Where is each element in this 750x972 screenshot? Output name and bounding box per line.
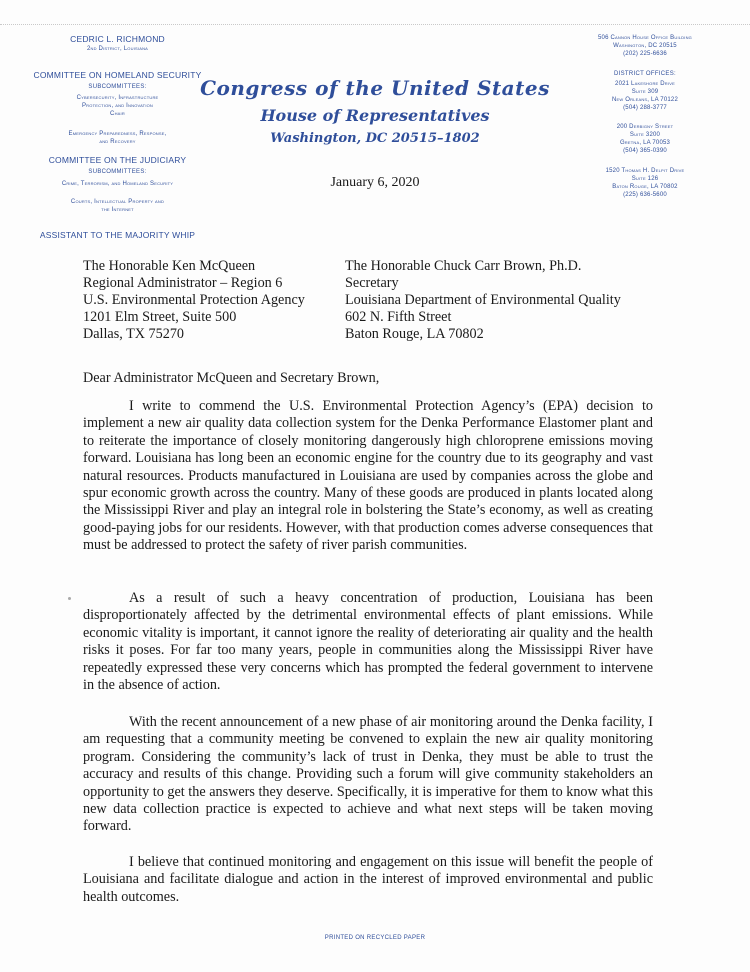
subcommittee-crime: Crime, Terrorism, and Homeland Security <box>61 181 174 187</box>
office2-phone: (504) 365-0390 <box>623 148 667 154</box>
recipient-right-block <box>345 258 621 343</box>
office3-line1: 1520 Thomas H. Delpit Drive <box>605 168 685 174</box>
office3-line3: Baton Rouge, LA 70802 <box>612 184 678 190</box>
recipient-left-line: Regional Administrator – Region 6 <box>83 275 283 291</box>
committee-judiciary: COMMITTEE ON THE JUDICIARY <box>48 155 187 165</box>
letter-date: January 6, 2020 <box>330 175 420 190</box>
committee-homeland-security: COMMITTEE ON HOMELAND SECURITY <box>33 70 202 80</box>
recipient-right-line: The Honorable Chuck Carr Brown, Ph.D. <box>345 258 582 274</box>
subcommittee-emergency-line2: and Recovery <box>99 139 136 145</box>
subcommittee-courts-line1: Courts, Intellectual Property and <box>70 199 165 205</box>
recipient-left-line: 1201 Elm Street, Suite 500 <box>83 309 237 325</box>
salutation: Dear Administrator McQueen and Secretary Brown, <box>83 370 380 386</box>
congress-title: Congress of the United States <box>200 76 550 100</box>
office2-line3: Gretna, LA 70053 <box>619 140 671 146</box>
subcommittee-cyber-line2: Protection, and Innovation <box>81 103 154 109</box>
majority-whip-role: ASSISTANT TO THE MAJORITY WHIP <box>39 230 196 240</box>
subcommittees-label-1: SUBCOMMITTEES: <box>88 84 147 90</box>
office2-line2: Suite 3200 <box>629 132 661 138</box>
office1-line1: 2021 Lakeshore Drive <box>615 81 675 87</box>
recipient-left-line: Dallas, TX 75270 <box>83 326 185 342</box>
dc-office-line2: Washington, DC 20515 <box>613 43 677 49</box>
member-district: 2nd District, Louisiana <box>86 46 149 52</box>
subcommittee-cyber-chair: Chair <box>110 111 125 117</box>
subcommittee-emergency-line1: Emergency Preparedness, Response, <box>68 131 167 137</box>
office1-line2: Suite 309 <box>631 89 659 95</box>
house-title: House of Representatives <box>260 106 490 125</box>
office1-line3: New Orleans, LA 70122 <box>611 97 678 103</box>
body-paragraph-2: As a result of such a heavy concentration of production, Louisiana has been disproportionately affected by the detrimental environmental effects of plant emissions. While economic vitality is important, it cannot ignore the reality of deteriorating air quality and the health risks it poses. For far too many years, people in communities along the Mississippi River have repeatedly expressed these very concerns which has prompted the federal government to intervene in the absence of action. <box>83 590 653 694</box>
recycled-paper-note: PRINTED ON RECYCLED PAPER <box>324 935 426 941</box>
subcommittee-courts-line2: the Internet <box>101 207 134 213</box>
washington-address: Washington, DC 20515–1802 <box>270 131 480 146</box>
recipient-left-block <box>83 258 305 343</box>
dc-office-line1: 506 Cannon House Office Building <box>598 35 692 41</box>
recipient-left-line: The Honorable Ken McQueen <box>83 258 256 274</box>
body-paragraph-4: I believe that continued monitoring and engagement on this issue will benefit the people of Louisiana and facilitate dialogue and action in the interest of improved environmental and public health outcomes. <box>83 854 653 905</box>
recipient-right-line: 602 N. Fifth Street <box>345 309 452 325</box>
office2-line1: 200 Derbigny Street <box>616 124 674 130</box>
member-name: CEDRIC L. RICHMOND <box>70 34 165 44</box>
subcommittees-label-2: SUBCOMMITTEES: <box>88 169 147 175</box>
office3-line2: Suite 126 <box>631 176 659 182</box>
office1-phone: (504) 288-3777 <box>623 105 667 111</box>
recipient-right-line: Louisiana Department of Environmental Quality <box>345 292 621 308</box>
dc-office-phone: (202) 225-6636 <box>623 51 667 57</box>
recipient-right-line: Baton Rouge, LA 70802 <box>345 326 484 342</box>
office3-phone: (225) 636-5600 <box>623 192 667 198</box>
recipient-right-line: Secretary <box>345 275 399 291</box>
district-offices-label: DISTRICT OFFICES: <box>614 71 676 77</box>
body-paragraph-1: I write to commend the U.S. Environmental Protection Agency’s (EPA) decision to implement a new air quality data collection system for the Denka Performance Elastomer plant and to reiterate the importance of closely monitoring dangerously high chloroprene emissions moving forward. Louisiana has long been an economic engine for the country due to its geography and vast natural resources. Products manufactured in Louisiana are used by companies across the globe and spur economic growth across the country. Many of these goods are produced in plants located along the Mississippi River and play an integral role in bolstering the State’s economy, as well as creating good-paying jobs for our residents. However, with that production comes adverse consequences that must be addressed to protect the safety of river parish communities. <box>83 398 653 554</box>
recipient-left-line: U.S. Environmental Protection Agency <box>83 292 305 308</box>
subcommittee-cyber-line1: Cybersecurity, Infrastructure <box>76 95 159 101</box>
scan-speck <box>68 597 71 600</box>
top-dotted-line <box>0 24 750 25</box>
body-paragraph-3: With the recent announcement of a new phase of air monitoring around the Denka facility, I am requesting that a community meeting be convened to explain the new air quality monitoring program. Considering the community’s lack of trust in Denka, they must be able to trust the accuracy and results of this change. Providing such a forum will give community stakeholders an opportunity to get the answers they deserve. Specifically, it is imperative for them to know what this new data collection practice is expected to achieve and what next steps will be taken moving forward. <box>83 714 653 835</box>
